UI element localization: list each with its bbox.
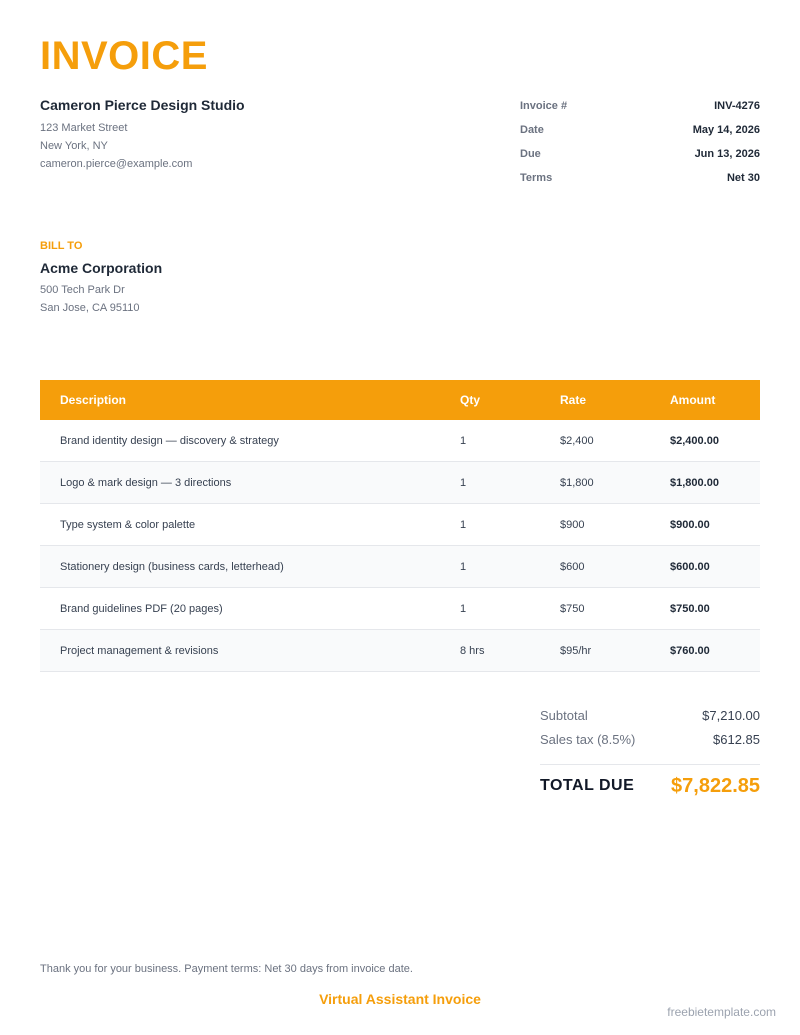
meta-value: INV-4276 bbox=[714, 100, 760, 112]
thank-you-note: Thank you for your business. Payment terms: Net 30 days from invoice date. bbox=[40, 963, 413, 975]
meta-row-date bbox=[520, 121, 760, 145]
meta-label: Terms bbox=[520, 172, 553, 184]
row-qty: 1 bbox=[460, 434, 467, 447]
total-due-row bbox=[540, 765, 760, 807]
header-amount: Amount bbox=[670, 393, 716, 407]
subtotal-value: $7,210.00 bbox=[702, 708, 760, 723]
row-rate: $600 bbox=[560, 560, 585, 573]
site-watermark: freebietemplate.com bbox=[667, 1005, 776, 1019]
total-due-value: $7,822.85 bbox=[671, 774, 760, 797]
row-rate: $2,400 bbox=[560, 434, 594, 447]
row-qty: 1 bbox=[460, 476, 467, 489]
meta-value: Net 30 bbox=[726, 172, 760, 184]
total-due-label: TOTAL DUE bbox=[540, 777, 635, 794]
row-amount: $1,800.00 bbox=[670, 476, 719, 489]
bill-to-label: BILL TO bbox=[40, 240, 83, 252]
meta-label: Date bbox=[520, 124, 544, 136]
client-name: Acme Corporation bbox=[40, 260, 163, 276]
table-row bbox=[40, 420, 760, 462]
header-description: Description bbox=[60, 393, 127, 407]
header-qty: Qty bbox=[460, 393, 481, 407]
sender-email: cameron.pierce@example.com bbox=[40, 158, 193, 170]
line-items-table bbox=[40, 380, 760, 672]
sender-block bbox=[40, 97, 400, 173]
header-rate: Rate bbox=[560, 393, 587, 407]
client-address-line1: 500 Tech Park Dr bbox=[40, 284, 125, 296]
table-row bbox=[40, 504, 760, 546]
row-qty: 8 hrs bbox=[460, 644, 485, 657]
sender-address-line2: New York, NY bbox=[40, 140, 108, 152]
row-amount: $600.00 bbox=[670, 560, 710, 573]
row-description: Brand guidelines PDF (20 pages) bbox=[60, 602, 223, 615]
row-description: Brand identity design — discovery & strategy bbox=[60, 434, 279, 447]
row-description: Type system & color palette bbox=[60, 518, 196, 531]
meta-row-terms bbox=[520, 169, 760, 193]
row-rate: $95/hr bbox=[560, 644, 592, 657]
row-qty: 1 bbox=[460, 602, 467, 615]
row-rate: $750 bbox=[560, 602, 585, 615]
meta-row-invoice-number bbox=[520, 97, 760, 121]
row-rate: $900 bbox=[560, 518, 585, 531]
sender-name: Cameron Pierce Design Studio bbox=[40, 97, 245, 113]
row-rate: $1,800 bbox=[560, 476, 594, 489]
row-qty: 1 bbox=[460, 560, 467, 573]
row-amount: $2,400.00 bbox=[670, 434, 719, 447]
row-amount: $900.00 bbox=[670, 518, 710, 531]
sender-address-line1: 123 Market Street bbox=[40, 122, 128, 134]
meta-row-due bbox=[520, 145, 760, 169]
table-header bbox=[40, 380, 760, 420]
subtotal-label: Subtotal bbox=[540, 708, 588, 723]
row-description: Stationery design (business cards, letterhead) bbox=[60, 560, 284, 573]
row-amount: $750.00 bbox=[670, 602, 710, 615]
row-description: Logo & mark design — 3 directions bbox=[60, 476, 232, 489]
tax-row bbox=[540, 728, 760, 752]
meta-value: Jun 13, 2026 bbox=[694, 148, 760, 160]
meta-value: May 14, 2026 bbox=[692, 124, 760, 136]
row-description: Project management & revisions bbox=[60, 644, 219, 657]
invoice-meta bbox=[520, 97, 760, 193]
document-type-label: Virtual Assistant Invoice bbox=[319, 991, 481, 1007]
table-row bbox=[40, 588, 760, 630]
row-amount: $760.00 bbox=[670, 644, 710, 657]
tax-value: $612.85 bbox=[713, 732, 760, 747]
totals-block bbox=[540, 704, 760, 807]
bill-to-block bbox=[40, 238, 400, 318]
table-row bbox=[40, 462, 760, 504]
subtotal-row bbox=[540, 704, 760, 728]
meta-label: Due bbox=[520, 148, 541, 160]
table-row bbox=[40, 546, 760, 588]
row-qty: 1 bbox=[460, 518, 467, 531]
tax-label: Sales tax (8.5%) bbox=[540, 732, 636, 747]
client-address-line2: San Jose, CA 95110 bbox=[40, 302, 140, 314]
invoice-title: INVOICE bbox=[40, 34, 208, 78]
meta-label: Invoice # bbox=[520, 100, 568, 112]
table-row bbox=[40, 630, 760, 672]
